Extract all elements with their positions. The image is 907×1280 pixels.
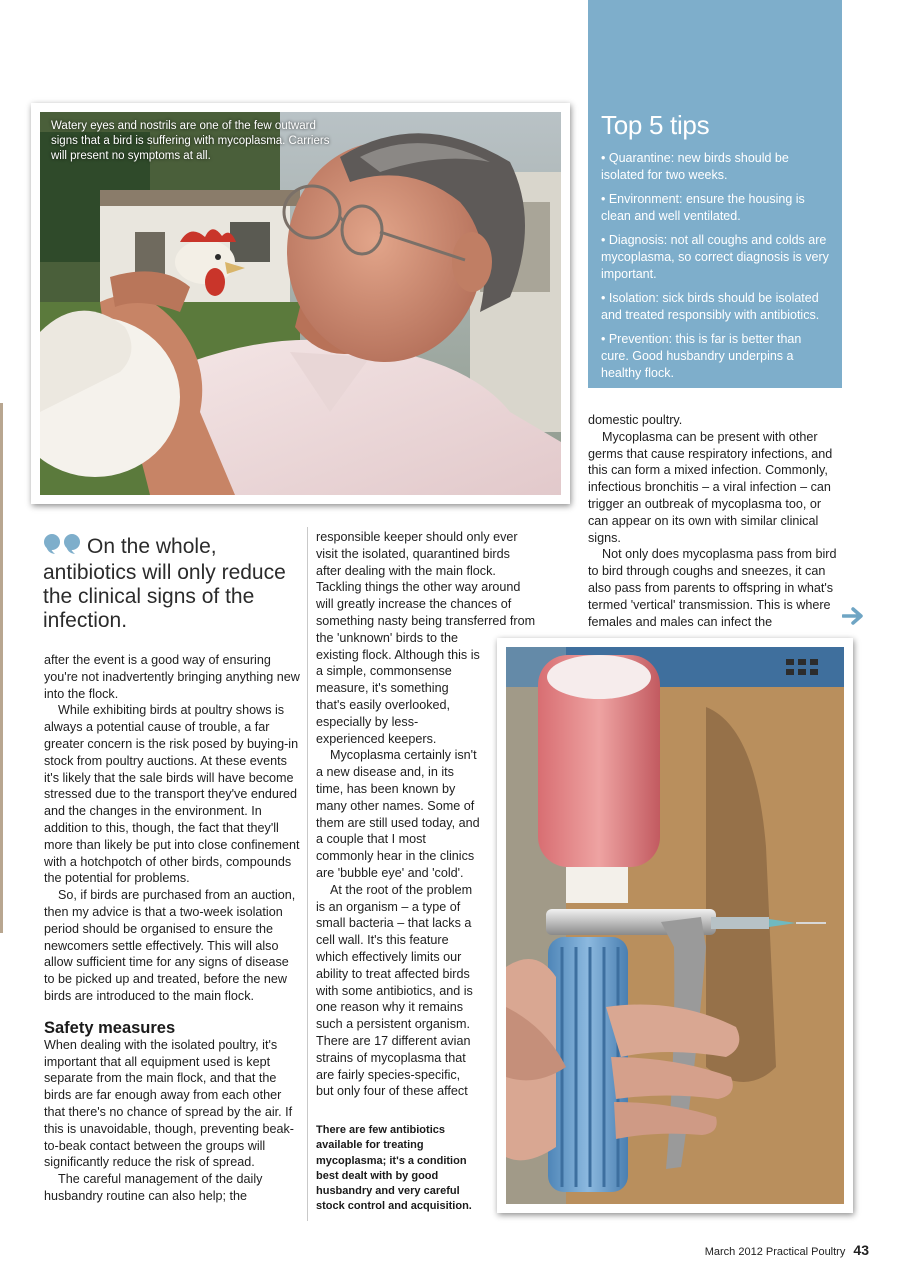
tips-title: Top 5 tips: [601, 110, 710, 140]
tip-prevention: • Prevention: this is far is better than cure. Good husbandry underpins a healthy flock.: [601, 332, 802, 380]
photo1-caption: Watery eyes and nostrils are one of the few outward signs that a bird is suffering with mycoplasma. Carriers will present no symptoms at all.: [51, 120, 330, 162]
quote-mark-icon: [43, 533, 83, 561]
photo-antibiotic-dispenser: [497, 638, 853, 1213]
col2-paragraph-2: Mycoplasma certainly isn't a new disease and, in its time, has been known by many other names. Some of them are still used today, and a couple that I most commonly hear in the clinics are 'bubble eye' and 'cold'.: [316, 748, 480, 880]
col3-paragraph-1: domestic poultry.: [588, 413, 683, 427]
pull-quote: [43, 533, 303, 633]
page-number: 43: [853, 1242, 869, 1258]
page-edge-marker: [0, 403, 3, 933]
col2-narrow-section: [316, 630, 480, 1100]
safety-measures-heading: Safety measures: [44, 1018, 176, 1037]
page-footer: [705, 1242, 869, 1258]
col1-paragraph-4: When dealing with the isolated poultry, it's important that all equipment used is kept separate from the main flock, and that the birds are far enough away from each other that there's no chance of spread by the air. If this is unavoidable, though, preventing beak-to-beak contact between the groups will significantly reduce the risk of spread.: [44, 1037, 294, 1170]
col2-paragraph-3: At the root of the problem is an organism – a type of small bacteria – that lacks a cell wall. It's this feature which effectively limits our ability to treat affected birds with some antibiotics, and is one reason why it remains such a persistent organism. There are 17 different avian strains of mycoplasma that are fairly species-specific, but only four of these affect: [316, 882, 473, 1099]
man-with-chicken-illustration: [40, 112, 561, 495]
col1-paragraph-2: While exhibiting birds at poultry shows is always a potential cause of trouble, a far greater concern is the risk posed by buying-in stock from poultry auctions. At these events it's likely that the sale birds will have become stressed due to the transport they've endured and the changes in the environment. In addition to this, though, the fact that they'll more than likely be put into close confinement with a hotchpotch of other birds, compounds the potential for problems.: [44, 703, 300, 886]
tip-diagnosis: • Diagnosis: not all coughs and colds are mycoplasma, so correct diagnosis is very important.: [601, 233, 829, 281]
photo-man-with-chicken: [31, 103, 570, 504]
article-column-1: [44, 652, 300, 1205]
col2-paragraph-1a: responsible keeper should only ever visit the isolated, quarantined birds after dealing with the main flock. Tackling things the other way around will greatly increase the chances of something nasty being transferred from: [316, 530, 536, 628]
article-column-3: [588, 412, 840, 630]
col1-paragraph-5: The careful management of the daily husbandry routine can also help; the: [44, 1172, 263, 1203]
col1-paragraph-1: after the event is a good way of ensuring you're not inadvertently bringing anything new into the flock.: [44, 653, 300, 701]
column-divider: [307, 527, 308, 1221]
col1-paragraph-3: So, if birds are purchased from an auction, then my advice is that a two-week isolation period should be organised to ensure the newcomers settle effectively. This will also allow sufficient time for any signs of disease to be picked up and treated, before the new birds are introduced to the main flock.: [44, 888, 296, 1003]
syringe-photo-caption: There are few antibiotics available for treating mycoplasma; it's a condition best dealt with by good husbandry and very careful stock control and acquisition.: [316, 1124, 472, 1213]
footer-publication: Practical Poultry: [765, 1246, 846, 1258]
top-tips-box: [588, 0, 842, 388]
continue-arrow-icon: [842, 607, 864, 630]
footer-date: March 2012: [704, 1246, 763, 1258]
tip-environment: • Environment: ensure the housing is clean and well ventilated.: [601, 192, 805, 223]
pull-quote-paragraph: [43, 533, 303, 633]
col3-paragraph-2: Mycoplasma can be present with other germs that cause respiratory infections, and this can form a mixed infection. Commonly, infectious bronchitis – a viral infection – can trigger an outbreak of mycoplasma too, or can appear on its own with similar clinical signs.: [588, 429, 833, 545]
col3-paragraph-3: Not only does mycoplasma pass from bird to bird through coughs and sneezes, it can also pass from parents to offspring in what's termed 'vertical' transmission. This is where females and males can infect the: [588, 547, 837, 629]
pull-quote-text: On the whole, antibiotics will only reduce the clinical signs of the infection.: [43, 535, 286, 632]
tip-quarantine: • Quarantine: new birds should be isolated for two weeks.: [601, 151, 789, 182]
tip-isolation: • Isolation: sick birds should be isolated and treated responsibly with antibiotics.: [601, 291, 820, 322]
col2-paragraph-1b: the 'unknown' birds to the existing flock. Although this is a simple, commonsense measure, it's something that's easily overlooked, especially by less-experienced keepers.: [316, 630, 480, 746]
antibiotic-dispenser-illustration: [506, 647, 844, 1204]
